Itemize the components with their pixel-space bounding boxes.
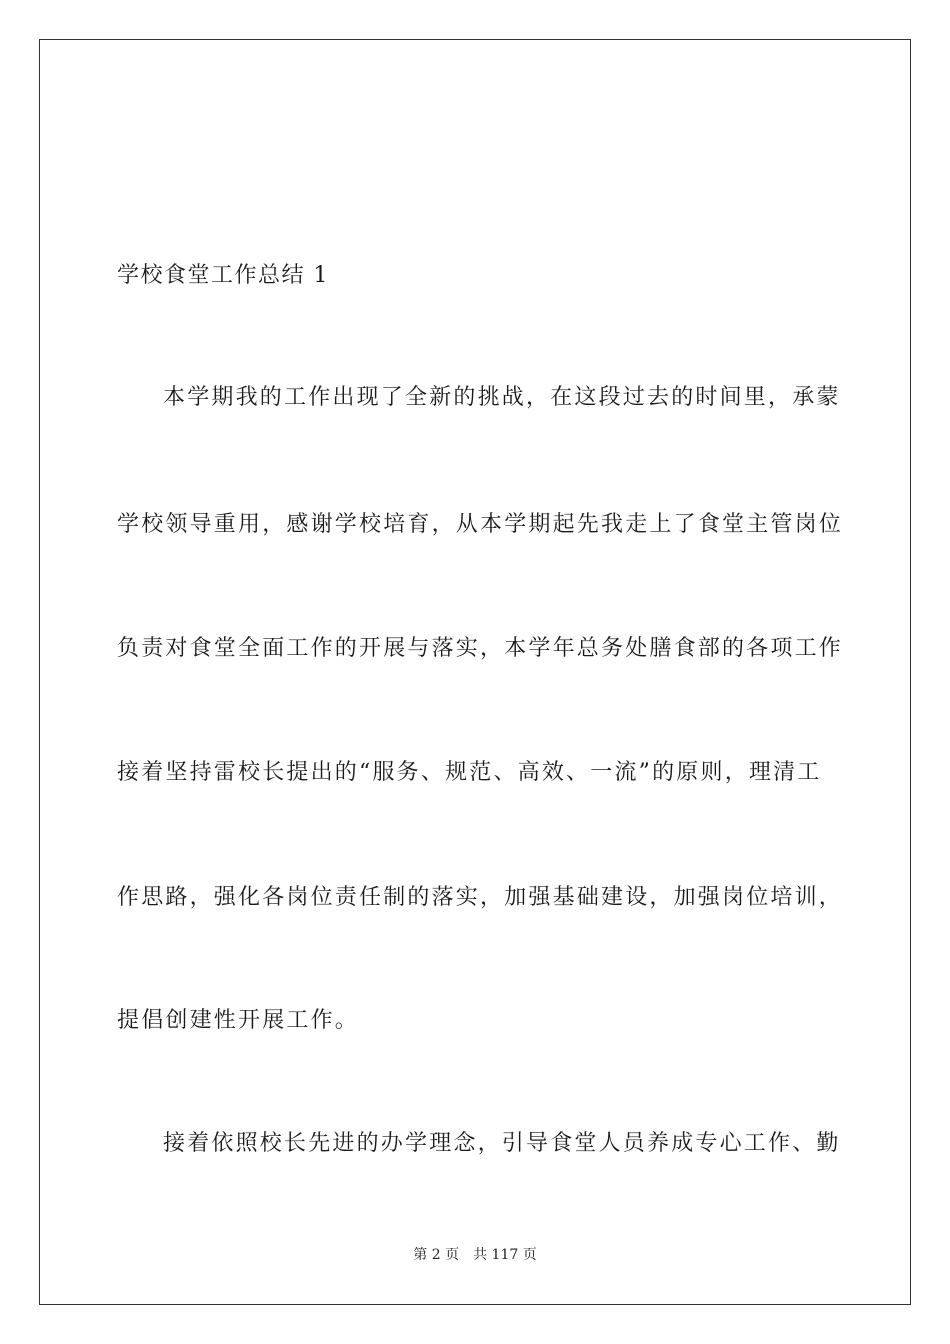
paragraph1-line-2: 学校领导重用，感谢学校培育，从本学期起先我走上了食堂主管岗位: [117, 512, 844, 537]
page-border: [39, 39, 911, 1305]
page-number-label: 第 2 页: [413, 1247, 460, 1263]
page-footer: [0, 1245, 950, 1265]
paragraph1-line-1: 本学期我的工作出现了全新的挑战，在这段过去的时间里，承蒙: [163, 385, 841, 410]
document-title: 学校食堂工作总结 1: [117, 263, 329, 288]
paragraph1-line-6: 提倡创建性开展工作。: [117, 1008, 360, 1033]
paragraph2-line-1: 接着依照校长先进的办学理念，引导食堂人员养成专心工作、勤: [163, 1131, 841, 1156]
paragraph1-line-5: 作思路，强化各岗位责任制的落实，加强基础建设，加强岗位培训，: [117, 885, 844, 910]
total-pages-label: 共 117 页: [473, 1247, 537, 1263]
paragraph1-line-3: 负责对食堂全面工作的开展与落实，本学年总务处膳食部的各项工作: [117, 636, 844, 661]
paragraph1-line-4: 接着坚持雷校长提出的“服务、规范、高效、一流”的原则，理清工: [117, 760, 822, 785]
